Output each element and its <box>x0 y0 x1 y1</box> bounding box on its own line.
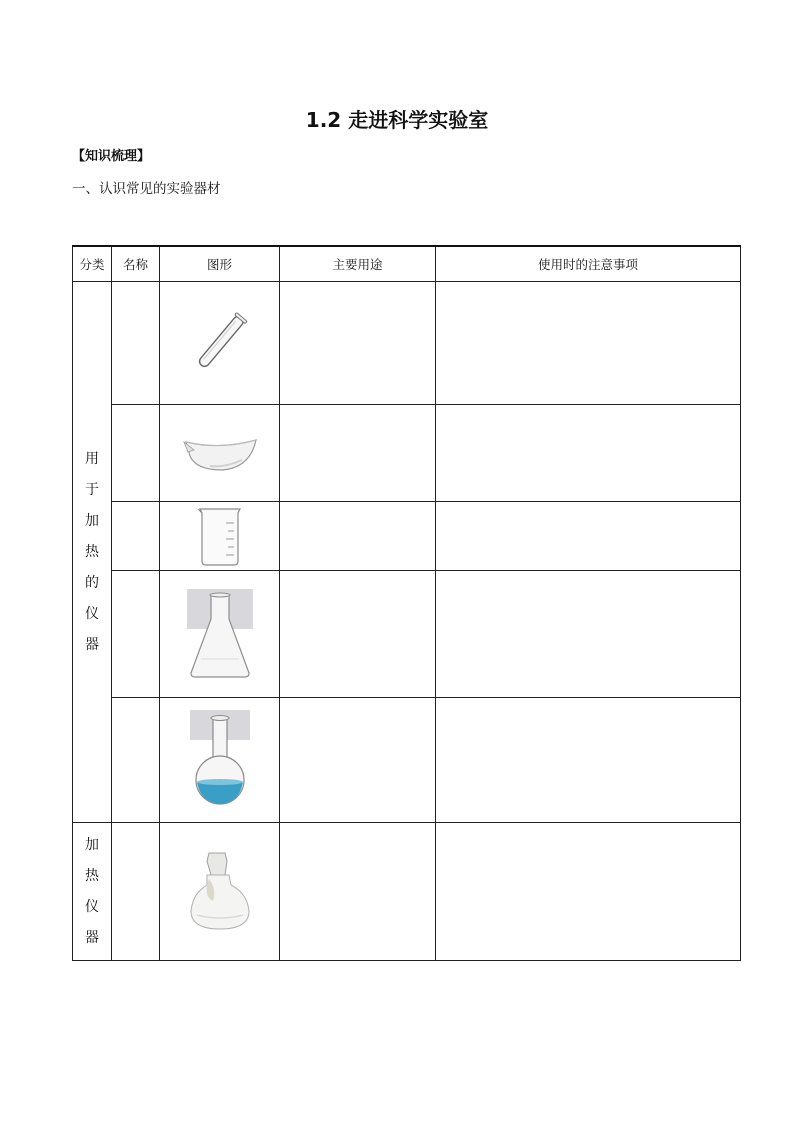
conical-flask-icon <box>187 589 253 679</box>
name-cell[interactable] <box>112 282 160 405</box>
subheading: 一、认识常见的实验器材 <box>72 181 221 197</box>
figure-cell <box>160 823 280 961</box>
category-heating-label: 用 于 加 热 的 仪 器 <box>85 450 99 653</box>
notes-cell[interactable] <box>436 282 741 405</box>
table-row <box>73 405 741 502</box>
alcohol-lamp-icon <box>185 849 255 935</box>
header-name: 名称 <box>112 246 160 282</box>
evaporating-dish-icon <box>180 430 260 476</box>
page-title: 1.2 走进科学实验室 <box>305 108 489 132</box>
use-cell[interactable] <box>280 282 436 405</box>
name-cell[interactable] <box>112 571 160 698</box>
table-row <box>73 502 741 571</box>
beaker-icon <box>190 505 250 567</box>
notes-cell[interactable] <box>436 405 741 502</box>
category-heater-label: 加 热 仪 器 <box>85 836 99 946</box>
figure-cell <box>160 698 280 823</box>
header-category: 分类 <box>73 246 112 282</box>
use-cell[interactable] <box>280 405 436 502</box>
figure-cell <box>160 502 280 571</box>
header-notes: 使用时的注意事项 <box>436 246 741 282</box>
category-heating-cell <box>73 282 112 823</box>
name-cell[interactable] <box>112 405 160 502</box>
use-cell[interactable] <box>280 571 436 698</box>
use-cell[interactable] <box>280 502 436 571</box>
equipment-table <box>72 245 741 961</box>
table-header-row <box>73 246 741 282</box>
figure-cell <box>160 405 280 502</box>
table-row <box>73 571 741 698</box>
category-heater-cell <box>73 823 112 961</box>
header-figure: 图形 <box>160 246 280 282</box>
notes-cell[interactable] <box>436 823 741 961</box>
figure-cell <box>160 571 280 698</box>
table-row <box>73 823 741 961</box>
name-cell[interactable] <box>112 823 160 961</box>
notes-cell[interactable] <box>436 502 741 571</box>
notes-cell[interactable] <box>436 698 741 823</box>
use-cell[interactable] <box>280 823 436 961</box>
test-tube-icon <box>185 308 255 378</box>
round-bottom-flask-icon <box>190 710 250 810</box>
table-row <box>73 698 741 823</box>
name-cell[interactable] <box>112 502 160 571</box>
section-heading: 【知识梳理】 <box>72 149 151 164</box>
notes-cell[interactable] <box>436 571 741 698</box>
table-row <box>73 282 741 405</box>
name-cell[interactable] <box>112 698 160 823</box>
header-use: 主要用途 <box>280 246 436 282</box>
figure-cell <box>160 282 280 405</box>
use-cell[interactable] <box>280 698 436 823</box>
